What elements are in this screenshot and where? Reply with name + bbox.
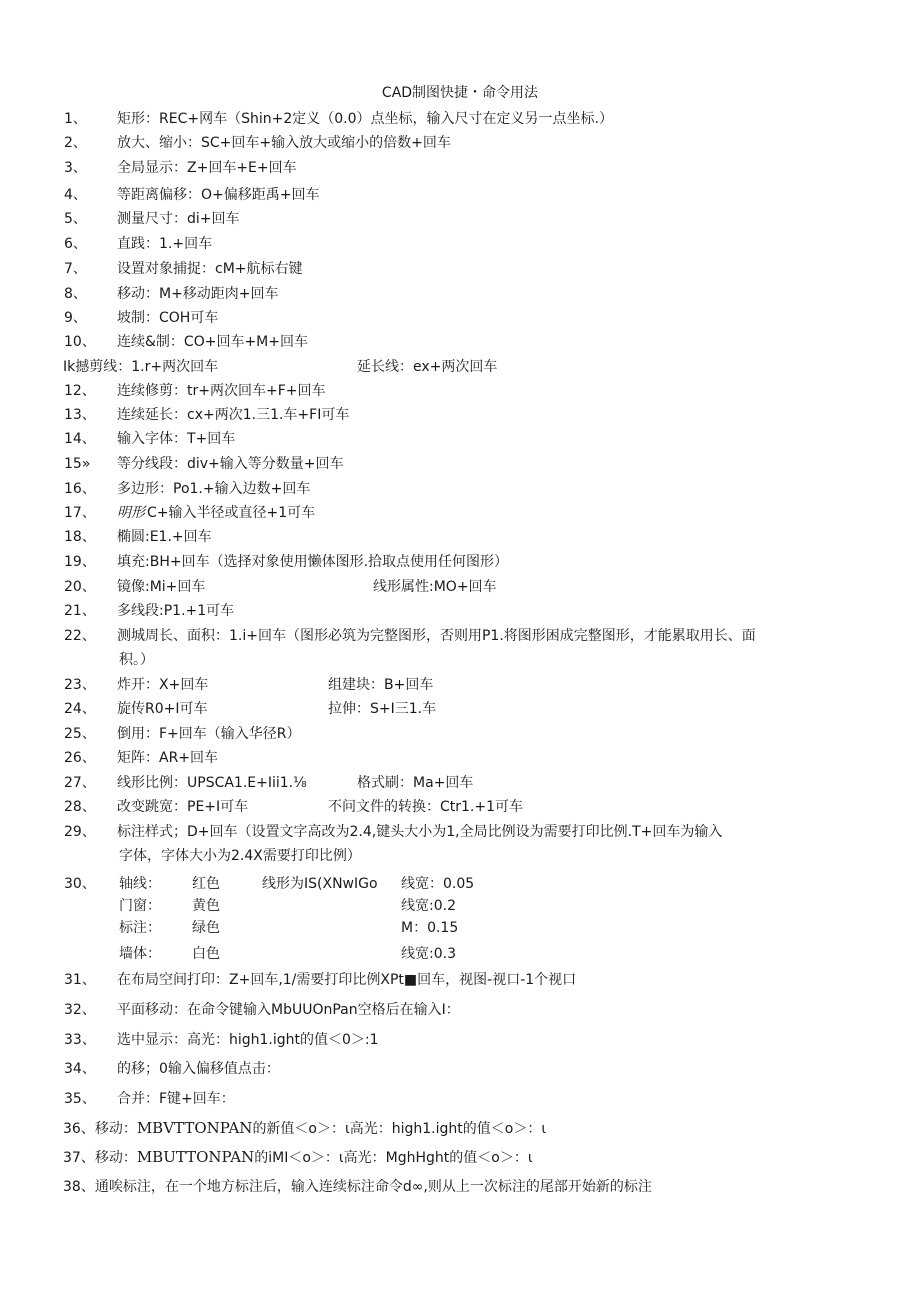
item-number: 35、 [64,1091,96,1107]
item-number: 16、 [64,481,96,497]
item-extra: 延长线：ex+两次回车 [357,359,498,375]
item-text: 矩形：REC+网车（Shin+2定义（0.0）点坐标，输入尺寸在定义另一点坐标.） [117,111,613,127]
item-text: 旋传R0+I可车 [117,701,208,717]
item-text: 选中显示：高光：high1.ight的值＜0＞:1 [117,1032,379,1048]
item-continuation: 字体，字体大小为2.4X需要打印比例） [119,848,361,864]
item-text: 炸开：X+回车 [117,677,209,693]
item-number: 4、 [64,187,87,203]
item-number: 22、 [64,628,96,644]
item-text: 通唉标注，在一个地方标注后，输入连续标注命令d∞,则从上一次标注的尾部开始新的标注 [94,1179,652,1195]
layer-color: 红色 [192,876,220,892]
item-number: 34、 [64,1061,96,1077]
item-number: 7、 [64,261,87,277]
item-extra: 拉伸：S+I三1.车 [328,701,437,717]
item-number: 12、 [64,383,96,399]
item-number: 8、 [64,286,87,302]
layer-color: 白色 [192,946,220,962]
item-continuation: 积。） [119,652,154,668]
item-number: 5、 [64,211,87,227]
item-text: 全局显示：Z+回车+E+回车 [117,160,297,176]
item-number: 25、 [64,726,96,742]
item-number: 28、 [64,799,96,815]
item-number: 6、 [64,236,87,252]
item-text: 等距离偏移：O+偏移距禹+回车 [117,187,320,203]
item-text: 连续修剪：tr+两次回车+F+回车 [117,383,326,399]
item-text: 设置对象捕捉：cM+航标右键 [117,261,303,277]
layer-color: 绿色 [192,920,220,936]
item-row [63,1119,546,1138]
item-number: 13、 [64,407,96,423]
command-name: MBUTTONPAN [136,1148,255,1166]
item-text: 连续&制：CO+回车+M+回车 [117,334,308,350]
item-extra: 线形属性:MO+回车 [373,579,497,595]
layer-width: 线宽:0.2 [401,898,456,914]
item-text: 在布局空间打印：Z+回车,1/需要打印比例XPt■回车，视图-视口-1个视口 [117,972,577,988]
item-row [63,1178,652,1196]
item-text: 倒用：F+回车（输入华径R） [117,726,301,742]
item-number: 23、 [64,677,96,693]
item-number: 2、 [64,135,87,151]
item-number: 19、 [64,554,96,570]
item-prefix: 37、移动： [63,1150,137,1166]
item-number: 27、 [64,775,96,791]
item-text: 镜像:Mi+回车 [117,579,206,595]
layer-width: 线宽:0.3 [401,946,456,962]
item-text: 多线段:P1.+1可车 [117,603,235,619]
item-text: 矩阵：AR+回车 [117,750,219,766]
item-prefix: 38、 [63,1179,95,1195]
item-number: 17、 [64,505,96,521]
item-text: 椭圆:E1.+回车 [117,529,212,545]
command-name: MBVTTONPAN [136,1119,253,1137]
item-number: 18、 [64,529,96,545]
item-number: 32、 [64,1002,96,1018]
item-row [63,1148,533,1167]
item-prefix: 36、移动： [63,1121,137,1137]
item-text: 测城周长、面积：1.i+回车（图形必筑为完整图形，否则用P1.将图形困成完整图形，才能累取用长、面 [117,628,756,644]
item-text: 标注样式；D+回车（设置文字高改为2.4,键头大小为1,全局比例设为需要打印比例.T+回车为输入 [117,824,723,840]
item-label: 明形 [117,505,145,521]
item-text: 的移；0输入偏移值点击： [117,1061,280,1077]
item-text: 测量尺寸：di+回车 [117,211,240,227]
item-text: 移动：M+移动距肉+回车 [117,286,279,302]
item-text: Ik撼剪线：1.r+两次回车 [63,359,219,375]
item-text: 平面移动：在命令键输入MbUUOnPan空格后在输入I： [117,1002,460,1018]
item-number: 15» [64,456,91,472]
item-text: 等分线段：div+输入等分数量+回车 [117,456,344,472]
item-number: 30、 [64,876,96,892]
page-title: CAD制图快捷・命令用法 [381,85,539,101]
item-number: 21、 [64,603,96,619]
item-extra: 格式刷：Ma+回车 [357,775,474,791]
item-text: 输入字体：T+回车 [117,431,236,447]
item-text: 填充:BH+回车（选择对象使用懒体图形.拾取点使用任何图形） [117,554,509,570]
layer-name: 轴线： [119,876,161,892]
layer-color: 黄色 [192,898,220,914]
item-text: 放大、缩小：SC+回车+输入放大或缩小的倍数+回车 [117,135,451,151]
layer-linetype: 线形为IS(XNwIGo [262,876,378,892]
item-number: 10、 [64,334,96,350]
item-text: 直践：1.+回车 [117,236,213,252]
item-extra: 组建块：B+回车 [328,677,434,693]
item-number: 3、 [64,160,87,176]
item-number: 29、 [64,824,96,840]
item-text: 改变跳宽：PE+I可车 [117,799,249,815]
layer-width: 线宽：0.05 [401,876,475,892]
item-number: 33、 [64,1032,96,1048]
item-text: 合并：F键+回车： [117,1091,235,1107]
layer-width: M：0.15 [401,920,459,936]
item-number: 9、 [64,310,87,326]
item-text: 多边形：Po1.+输入边数+回车 [117,481,311,497]
item-number: 24、 [64,701,96,717]
item-number: 1、 [64,111,87,127]
item-number: 26、 [64,750,96,766]
item-number: 20、 [64,579,96,595]
layer-name: 标注： [119,920,161,936]
item-text: 坡制：COH可车 [117,310,219,326]
item-extra: 不问文件的转换：Ctr1.+1可车 [328,799,524,815]
item-text: 连续延长：cx+两次1.三1.车+FI可车 [117,407,350,423]
item-number: 14、 [64,431,96,447]
layer-name: 墙体： [119,946,161,962]
layer-name: 门窗： [119,898,161,914]
item-text: 的iMI＜o＞：ι高光：MghHght的值＜o＞：ι [254,1150,533,1166]
item-text: 线形比例：UPSCA1.E+Iii1.⅛ [117,775,307,791]
item-text: C+输入半径或直径+1可车 [147,505,316,521]
item-text: 的新值＜o＞：ι高光：high1.ight的值＜o＞：ι [252,1121,547,1137]
item-number: 31、 [64,972,96,988]
